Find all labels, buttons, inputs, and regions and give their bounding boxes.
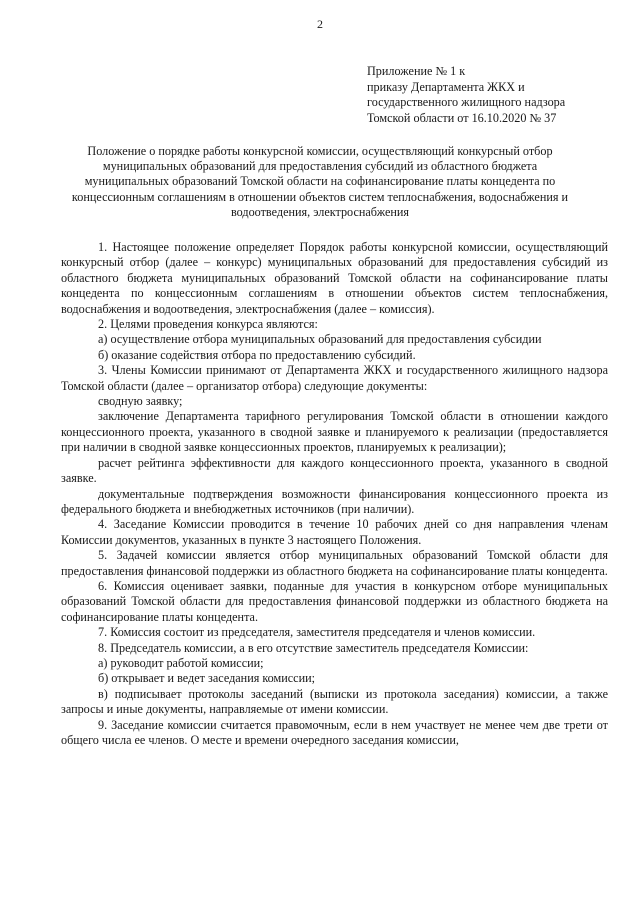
paragraph: документальные подтверждения возможности финансирования концессионного проекта из федерального бюджета и внебюджетных источников (при наличии).: [61, 486, 608, 516]
appendix-header: [367, 64, 565, 126]
paragraph: а) руководит работой комиссии;: [98, 655, 264, 670]
paragraph: в) подписывает протоколы заседаний (выписки из протокола заседания) комиссии, а также запросы и иные документы, направляемые от имени комиссии.: [61, 686, 608, 717]
paragraph: 3. Члены Комиссии принимают от Департамента ЖКХ и государственного жилищного надзора Томской области (далее – организатор отбора) следующие документы:: [61, 363, 608, 393]
paragraph: б) оказание содействия отбора по предоставлению субсидий.: [98, 347, 416, 362]
paragraph: заключение Департамента тарифного регулирования Томской области в отношении каждого концессионного проекта, указанного в сводной заявке и планируемого к реализации (предоставляется при наличии в сводной заявке концессионных проектов, планируемых к реализации);: [61, 409, 608, 455]
paragraph: 4. Заседание Комиссии проводится в течение 10 рабочих дней со дня направления членам Комиссии документов, указанных в пункте 3 настоящего Положения.: [61, 517, 608, 547]
paragraph: 6. Комиссия оценивает заявки, поданные для участия в конкурсном отборе муниципальных образований Томской области для предоставления финансовой поддержки из областного бюджета на софинансирование платы концедента.: [61, 578, 608, 624]
paragraph: а) осуществление отбора муниципальных образований для предоставления субсидии: [98, 332, 542, 347]
paragraph: 5. Задачей комиссии является отбор муниципальных образований Томской области для предоставления финансовой поддержки из областного бюджета на софинансирование платы концедента.: [61, 548, 608, 578]
paragraph: б) открывает и ведет заседания комиссии;: [98, 671, 316, 686]
paragraph: 9. Заседание комиссии считается правомочным, если в нем участвует не менее чем две трети от общего числа ее членов. О месте и времени очередного заседания комиссии,: [61, 717, 608, 747]
page-number: 2: [317, 17, 323, 31]
appendix-line: Томской области от 16.10.2020 № 37: [367, 110, 557, 125]
appendix-line: Приложение № 1 к: [367, 64, 466, 78]
paragraph: 1. Настоящее положение определяет Порядок работы конкурсной комиссии, осуществляющий конкурсный отбор (далее – конкурс) муниципальных образований для предоставления субсидий из областного бюджета муниципальных образований Томской области на софинансирование платы концедента по концессионным соглашениям в отношении объектов систем теплоснабжения, водоснабжения и водоотведения, электроснабжения (далее – комиссия).: [61, 240, 608, 316]
paragraph: 8. Председатель комиссии, а в его отсутствие заместитель председателя Комиссии:: [98, 640, 529, 655]
paragraph: 7. Комиссия состоит из председателя, заместителя председателя и членов комиссии.: [98, 625, 536, 640]
paragraph: 2. Целями проведения конкурса являются:: [98, 317, 318, 332]
document-title: Положение о порядке работы конкурсной комиссии, осуществляющий конкурсный отбор муниципальных образований для предоставления субсидий из областного бюджета муниципальных образований Томской области на софинансирование платы концедента по концессионным соглашениям в отношении объектов систем теплоснабжения, водоснабжения и водоотведения, электроснабжения: [71, 144, 569, 219]
paragraph: расчет рейтинга эффективности для каждого концессионного проекта, указанного в сводной заявке.: [61, 455, 608, 486]
document-body: [61, 240, 608, 748]
appendix-line: государственного жилищного надзора: [367, 95, 566, 109]
paragraph: сводную заявку;: [98, 394, 183, 409]
appendix-line: приказу Департамента ЖКХ и: [367, 79, 525, 94]
